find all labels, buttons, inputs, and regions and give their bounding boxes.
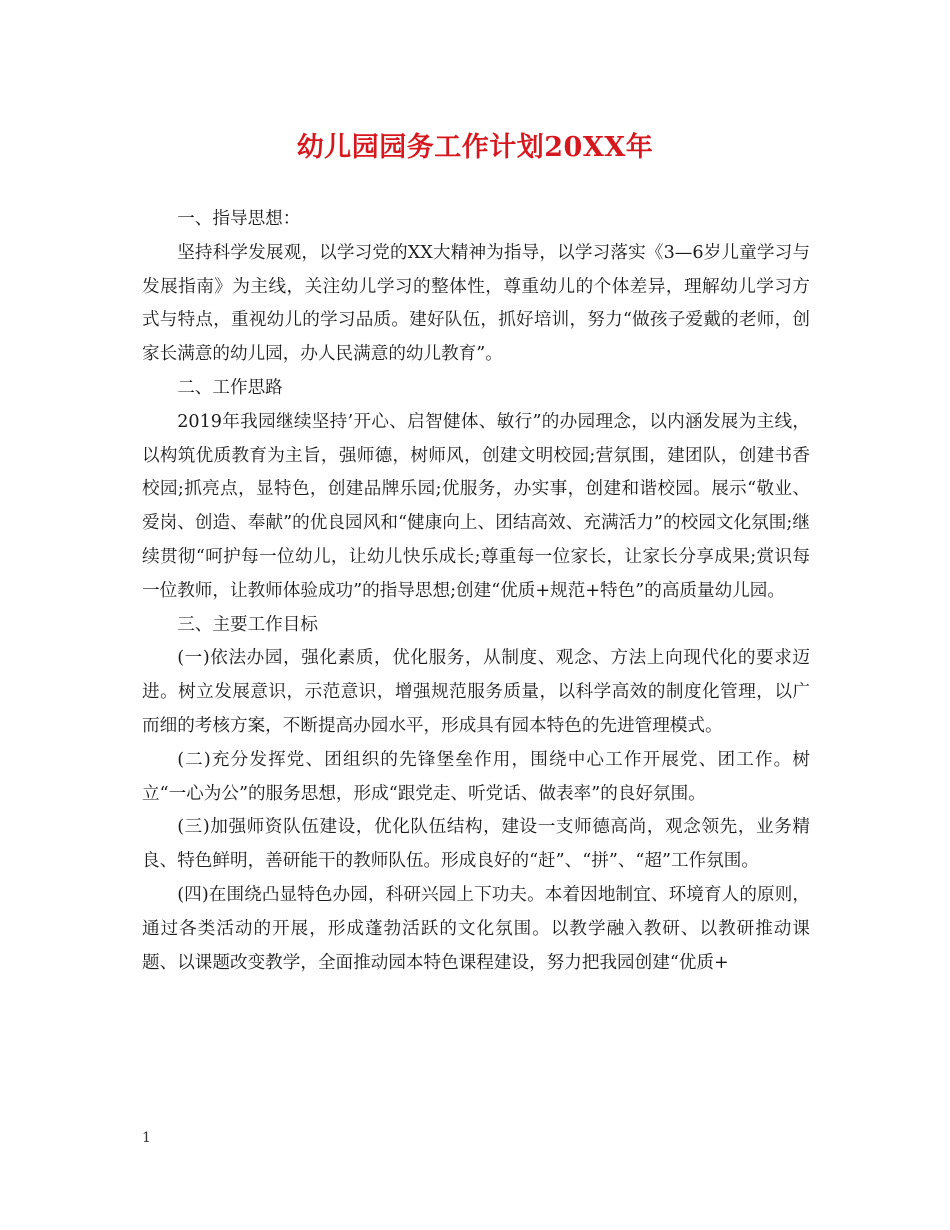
document-title: 幼儿园园务工作计划20XX年 <box>296 132 654 163</box>
page-number: 1 <box>142 1130 151 1146</box>
section-heading-guiding-ideology: 一、指导思想： <box>177 209 301 229</box>
paragraph: (四)在围绕凸显特色办园，科研兴园上下功夫。本着因地制宜、环境育人的原则，通过各类活动的开展，形成蓬勃活跃的文化氛围。以教学融入教研、以教研推动课题、以课题改变教学，全面推动园本特色课程建设，努力把我园创建“优质+ <box>142 884 810 973</box>
paragraph: 2019年我园继续坚持’开心、启智健体、敏行”的办园理念，以内涵发展为主线，以构筑优质教育为主旨，强师德，树师风，创建文明校园;营氛围，建团队，创建书香校园;抓亮点，显特色，创建品牌乐园;优服务，办实事，创建和谐校园。展示“敬业、爱岗、创造、奉献”的优良园风和“健康向上、团结高效、充满活力”的校园文化氛围;继续贯彻“呵护每一位幼儿，让幼儿快乐成长;尊重每一位家长，让家长分享成果;赏识每一位教师，让教师体验成功”的指导思想;创建“优质+规范+特色”的高质量幼儿园。 <box>142 411 810 601</box>
document-body <box>142 203 810 980</box>
paragraph: (三)加强师资队伍建设，优化队伍结构，建设一支师德高尚，观念领先，业务精良、特色鲜明，善研能干的教师队伍。形成良好的“赶”、“拼”、“超”工作氛围。 <box>142 817 810 872</box>
paragraph: (一)依法办园，强化素质，优化服务，从制度、观念、方法上向现代化的要求迈进。树立发展意识，示范意识，增强规范服务质量，以科学高效的制度化管理，以广而细的考核方案，不断提高办园水平，形成具有园本特色的先进管理模式。 <box>142 648 810 736</box>
paragraph: (二)充分发挥党、团组织的先锋堡垒作用，围绕中心工作开展党、团工作。树立“一心为公”的服务思想，形成“跟党走、听党话、做表率”的良好氛围。 <box>142 749 810 804</box>
section-heading-work-approach: 二、工作思路 <box>177 377 283 398</box>
paragraph: 坚持科学发展观，以学习党的XX大精神为指导，以学习落实《3—6岁儿童学习与发展指南》为主线，关注幼儿学习的整体性，尊重幼儿的个体差异，理解幼儿学习方式与特点，重视幼儿的学习品质。建好队伍，抓好培训，努力“做孩子爱戴的老师，创家长满意的幼儿园，办人民满意的幼儿教育”。 <box>142 242 810 365</box>
section-heading-main-goals: 三、主要工作目标 <box>177 614 318 635</box>
